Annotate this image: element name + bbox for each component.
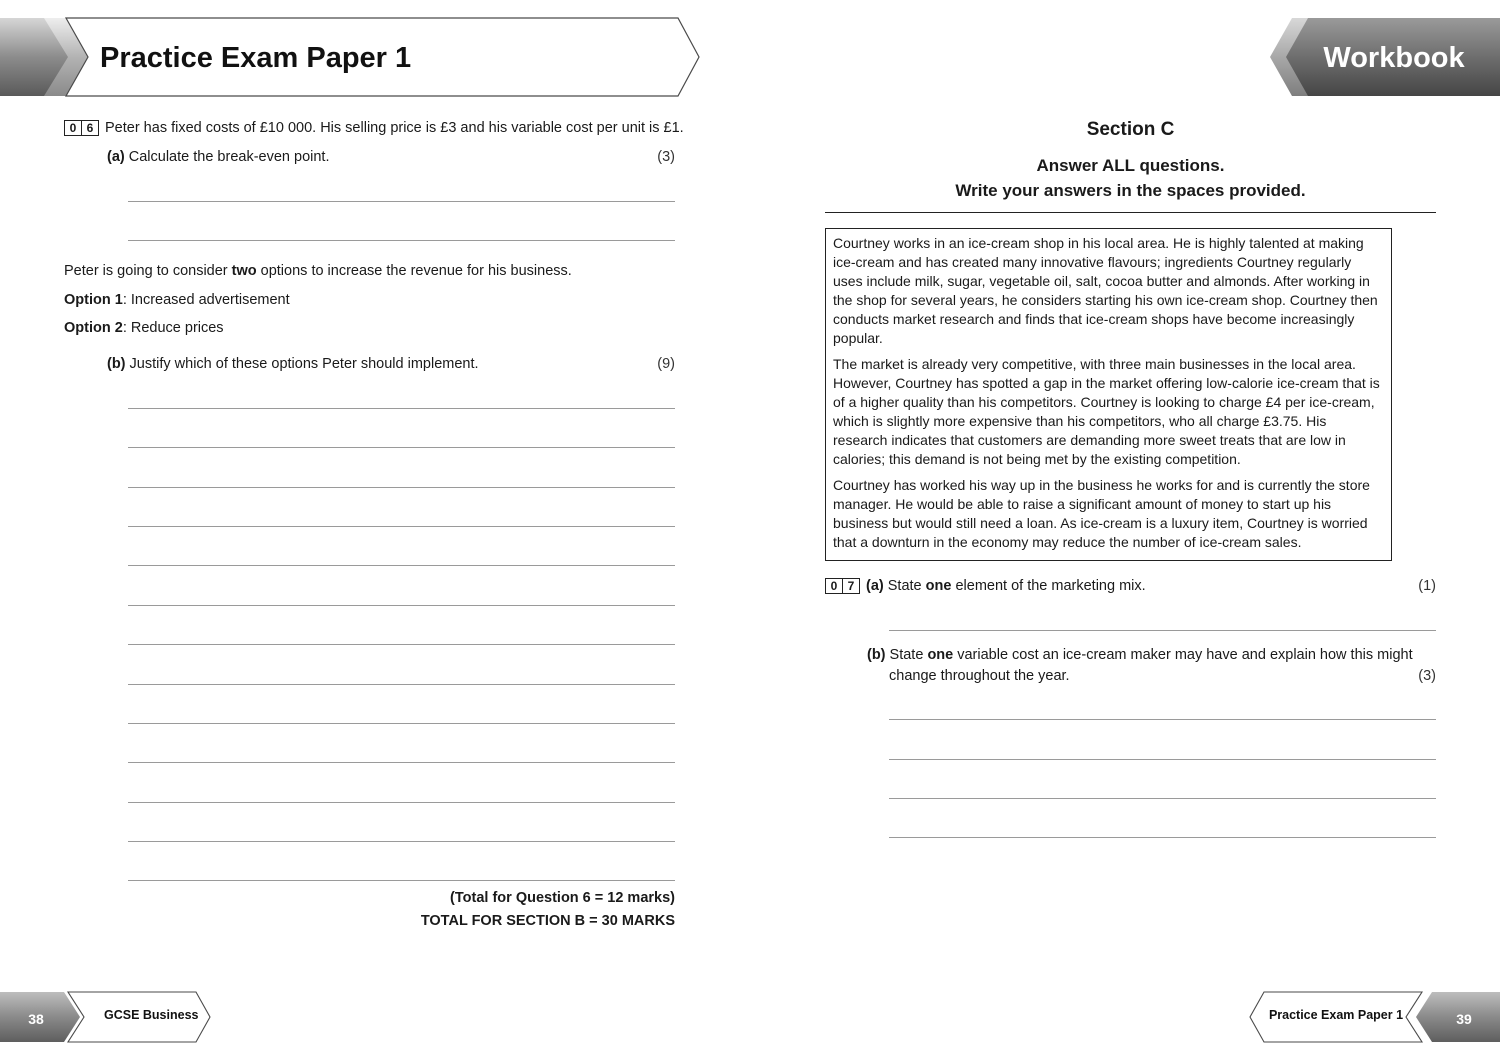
answer-line[interactable] xyxy=(889,798,1436,799)
case-study-paragraph: Courtney works in an ice-cream shop in his local area. He is highly talented at making ice-cream and has created many innovative flavours; ingredients Courtney regularly uses include milk, sugar, vegetable oil, salt, cocoa butter and almonds. After working in the shop for several years, he considers starting his own ice-cream shop. Courtney then conducts market research and finds that ice-cream shops have become increasingly popular. xyxy=(833,235,1378,346)
question-6-stem: 0 6 Peter has fixed costs of £10 000. His selling price is £3 and his variable cost per unit is £1. xyxy=(64,119,684,138)
right-header-title: Workbook xyxy=(1323,42,1465,74)
answer-line[interactable] xyxy=(128,526,675,527)
answer-line[interactable] xyxy=(128,565,675,566)
answer-line[interactable] xyxy=(128,841,675,842)
answer-line[interactable] xyxy=(128,723,675,724)
answer-line[interactable] xyxy=(128,447,675,448)
question-number-box: 0 6 xyxy=(64,120,99,136)
left-header-title: Practice Exam Paper 1 xyxy=(100,42,412,74)
total-section-b: TOTAL FOR SECTION B = 30 MARKS xyxy=(420,913,675,929)
total-question-6: (Total for Question 6 = 12 marks) xyxy=(450,890,675,906)
case-study-paragraph: Courtney has worked his way up in the business he works for and is currently the store manager. He would be able to raise a significant amount of money to start up his business but would still need a loan. As ice-cream is a luxury item, Courtney is worried that a downturn in the economy may reduce the number of ice-cream sales. xyxy=(833,477,1370,550)
answer-line[interactable] xyxy=(128,201,675,202)
case-study-paragraph: The market is already very competitive, with three main businesses in the local area. However, Courtney has spotted a gap in the market offering low-calorie ice-cream that is of a higher quality than his competitors. Courtney is looking to charge £4 per ice-cream, which is slightly more expensive than his competitors, who all charge £3.75. His research indicates that customers are demanding more sweet treats that are low in calories; this demand is not being met by the existing competition. xyxy=(833,356,1380,467)
answer-line[interactable] xyxy=(128,605,675,606)
answer-line[interactable] xyxy=(128,762,675,763)
left-page-number: 38 xyxy=(28,1011,44,1027)
left-footer-title: GCSE Business xyxy=(104,1008,199,1022)
answer-line[interactable] xyxy=(128,684,675,685)
question-number-box: 0 7 xyxy=(825,578,860,594)
right-footer-title: Practice Exam Paper 1 xyxy=(1268,1008,1404,1022)
question-6b: (b) Justify which of these options Peter should implement. xyxy=(107,356,479,372)
question-7b-marks: (3) xyxy=(1418,668,1436,684)
answer-line[interactable] xyxy=(128,880,675,881)
right-page-number: 39 xyxy=(1456,1011,1472,1027)
answer-line[interactable] xyxy=(128,408,675,409)
answer-line[interactable] xyxy=(128,644,675,645)
answer-line[interactable] xyxy=(889,630,1436,631)
option-1: Option 1: Increased advertisement xyxy=(64,292,290,308)
answer-line[interactable] xyxy=(128,240,675,241)
answer-line[interactable] xyxy=(128,487,675,488)
question-6b-marks: (9) xyxy=(657,356,675,372)
options-intro: Peter is going to consider two options to increase the revenue for his business. xyxy=(64,263,572,279)
question-7b: (b) State one variable cost an ice-cream maker may have and explain how this might xyxy=(867,647,1413,663)
answer-line[interactable] xyxy=(889,719,1436,720)
question-7a-marks: (1) xyxy=(1418,578,1436,594)
question-7a: 0 7 (a) State one element of the marketing mix. xyxy=(825,577,1146,596)
answer-line[interactable] xyxy=(889,837,1436,838)
question-6a: (a) Calculate the break-even point. xyxy=(107,149,330,165)
section-title: Section C xyxy=(1086,119,1175,140)
option-2: Option 2: Reduce prices xyxy=(64,320,224,336)
question-6a-marks: (3) xyxy=(657,149,675,165)
answer-line[interactable] xyxy=(128,802,675,803)
instruction-line-2: Write your answers in the spaces provided. xyxy=(955,181,1306,200)
section-divider xyxy=(825,212,1436,213)
case-study-box xyxy=(825,228,1392,561)
answer-line[interactable] xyxy=(889,759,1436,760)
instruction-line-1: Answer ALL questions. xyxy=(1036,156,1225,175)
question-7b-line-2: change throughout the year. xyxy=(889,668,1070,684)
